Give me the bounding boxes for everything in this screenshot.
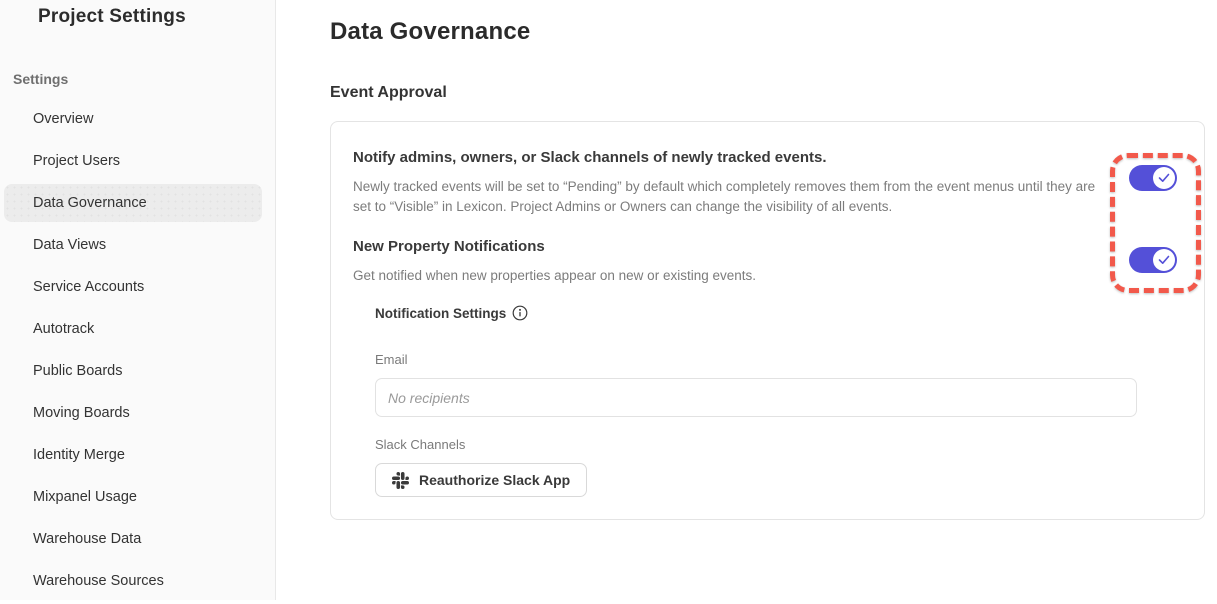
sidebar-item-warehouse-data[interactable]: Warehouse Data: [33, 531, 142, 547]
new-property-notifications-description: Get notified when new properties appear on new or existing events.: [353, 268, 756, 283]
section-title-event-approval: Event Approval: [330, 84, 447, 101]
sidebar: [0, 0, 276, 600]
sidebar-item-overview[interactable]: Overview: [33, 111, 94, 127]
slack-channels-label: Slack Channels: [375, 437, 466, 452]
reauthorize-slack-app-button[interactable]: [375, 463, 587, 497]
email-recipients-input[interactable]: [375, 378, 1137, 417]
event-approval-card: [330, 121, 1205, 520]
email-label: Email: [375, 352, 408, 367]
info-circle-icon[interactable]: [512, 305, 528, 321]
checkmark-icon: [1158, 173, 1170, 183]
sidebar-item-mixpanel-usage[interactable]: Mixpanel Usage: [33, 489, 137, 505]
notification-settings-title-text: Notification Settings: [375, 305, 507, 321]
page-title: Data Governance: [330, 18, 531, 45]
reauthorize-slack-app-label: Reauthorize Slack App: [419, 472, 571, 488]
slack-icon: [392, 472, 409, 489]
new-property-notifications-title: New Property Notifications: [353, 238, 545, 255]
sidebar-item-service-accounts[interactable]: Service Accounts: [33, 279, 145, 295]
checkmark-icon: [1158, 255, 1170, 265]
sidebar-section-label: Settings: [13, 71, 69, 87]
event-approval-setting-title: Notify admins, owners, or Slack channels of newly tracked events.: [353, 149, 827, 166]
sidebar-item-moving-boards[interactable]: Moving Boards: [33, 405, 130, 421]
event-approval-setting-description: Newly tracked events will be set to “Pending” by default which completely removes them from the event menus until they are set to “Visible” in Lexicon. Project Admins or Owners can change the visibility of all events.: [353, 179, 1096, 214]
sidebar-item-identity-merge[interactable]: Identity Merge: [33, 447, 125, 463]
sidebar-item-data-governance[interactable]: Data Governance: [4, 184, 262, 222]
sidebar-item-warehouse-sources[interactable]: Warehouse Sources: [33, 573, 164, 589]
toggle-knob: [1153, 249, 1175, 271]
sidebar-item-autotrack[interactable]: Autotrack: [33, 321, 95, 337]
event-approval-toggle[interactable]: [1129, 165, 1177, 191]
sidebar-nav: [0, 100, 275, 604]
sidebar-item-data-views[interactable]: Data Views: [33, 237, 107, 253]
notification-settings-title: [375, 305, 528, 321]
sidebar-title: Project Settings: [38, 6, 186, 27]
sidebar-item-public-boards[interactable]: Public Boards: [33, 363, 123, 379]
new-property-notifications-toggle[interactable]: [1129, 247, 1177, 273]
toggle-knob: [1153, 167, 1175, 189]
sidebar-item-project-users[interactable]: Project Users: [33, 153, 121, 169]
